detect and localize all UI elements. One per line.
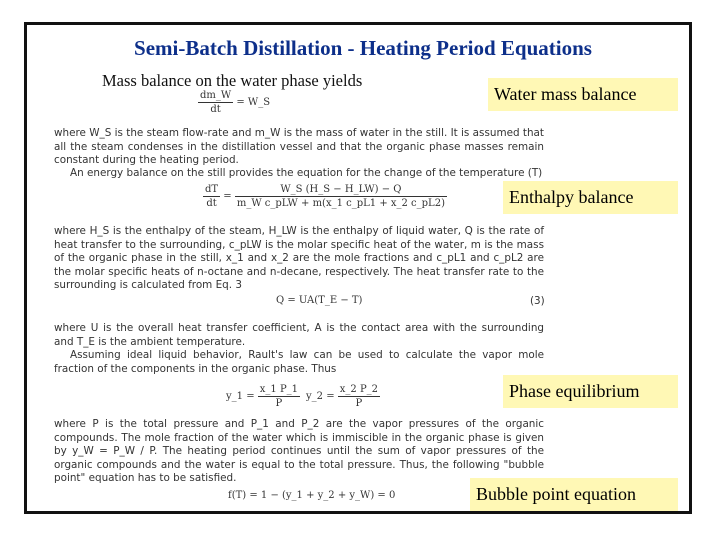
slide-title: Semi-Batch Distillation - Heating Period Equations	[134, 36, 592, 60]
callout-water-mass-balance: Water mass balance	[488, 78, 678, 111]
eq1-denominator: dt	[210, 104, 221, 115]
bubble-point-equation: f(T) = 1 − (y_1 + y_2 + y_W) = 0	[228, 490, 396, 501]
eq2-equals: =	[223, 191, 232, 202]
eq4a-denominator: P	[275, 398, 283, 409]
paragraph-raoult-law	[54, 349, 544, 376]
eq2-fraction-denominator: m_W c_pLW + m(x_1 c_pL1 + x_2 c_pL2)	[236, 198, 445, 209]
heat-transfer-equation: Q = UA(T_E − T)	[276, 295, 363, 306]
paragraph-energy-balance	[54, 167, 544, 181]
intro-text: Mass balance on the water phase yields	[102, 71, 363, 90]
paragraph-steam-flow: where W_S is the steam flow-rate and m_W is the mass of water in the still. It is assumed that all the steam condenses in the distillation vessel and that the organic phase masses remain constant during the heating period.	[54, 127, 544, 166]
eq4a-fraction	[258, 384, 300, 409]
eq2-fraction	[235, 184, 447, 209]
eq1-rhs: = W_S	[236, 97, 271, 108]
eq1-numerator: dm_W	[200, 90, 232, 101]
paragraph-energy-balance-text: An energy balance on the still provides the equation for the change of the temperature (T)	[70, 167, 543, 179]
paragraph-enthalpy-definitions: where H_S is the enthalpy of the steam, H_LW is the enthalpy of liquid water, Q is the rate of heat transfer to the surrounding, c_pLW is the molar specific heat of the water, m is the mass of the organic phase in the still, x_1 and x_2 are the mole fractions and c_pL1 and c_pL2 are the molar specific heats of n-octane and n-decane, respectively. The heat transfer rate to the surrounding is calculated from Eq. 3	[54, 225, 544, 291]
eq1-fraction	[198, 90, 233, 115]
eq4b-fraction	[338, 384, 380, 409]
water-balance-equation	[198, 90, 270, 115]
callout-phase-equilibrium: Phase equilibrium	[503, 375, 678, 408]
eq2-derivative	[203, 184, 220, 209]
equation-number-3: (3)	[530, 295, 545, 307]
eq2-denominator: dt	[206, 198, 217, 209]
eq2-fraction-numerator: W_S (H_S − H_LW) − Q	[235, 184, 447, 197]
callout-bubble-point-equation: Bubble point equation	[470, 478, 678, 511]
eq4a-numerator: x_1 P_1	[259, 384, 299, 395]
paragraph-raoult-law-text: Assuming ideal liquid behavior, Rault's law can be used to calculate the vapor mole fraction of the components in the organic phase. Thus	[54, 349, 544, 375]
eq4b-numerator: x_2 P_2	[339, 384, 379, 395]
paragraph-pressure-definitions: where P is the total pressure and P_1 and P_2 are the vapor pressures of the organic compounds. The mole fraction of the water which is immiscible in the organic phase is given by y_W = P_W / P. The heating period continues until the sum of vapor pressures of the organic compounds and the water is equal to the total pressure. Thus, the following "bubble point" equation has to be satisfied.	[54, 418, 544, 484]
eq4a-lhs: y_1 =	[226, 391, 255, 402]
phase-equilibrium-equation-y2	[306, 384, 380, 409]
eq4b-lhs: y_2 =	[306, 391, 335, 402]
paragraph-heat-coefficient: where U is the overall heat transfer coefficient, A is the contact area with the surrounding and T_E is the ambient temperature.	[54, 322, 544, 348]
callout-enthalpy-balance: Enthalpy balance	[503, 181, 678, 214]
eq4b-denominator: P	[355, 398, 363, 409]
phase-equilibrium-equation-y1	[226, 384, 300, 409]
eq2-numerator: dT	[205, 184, 219, 195]
enthalpy-balance-equation	[203, 184, 447, 209]
